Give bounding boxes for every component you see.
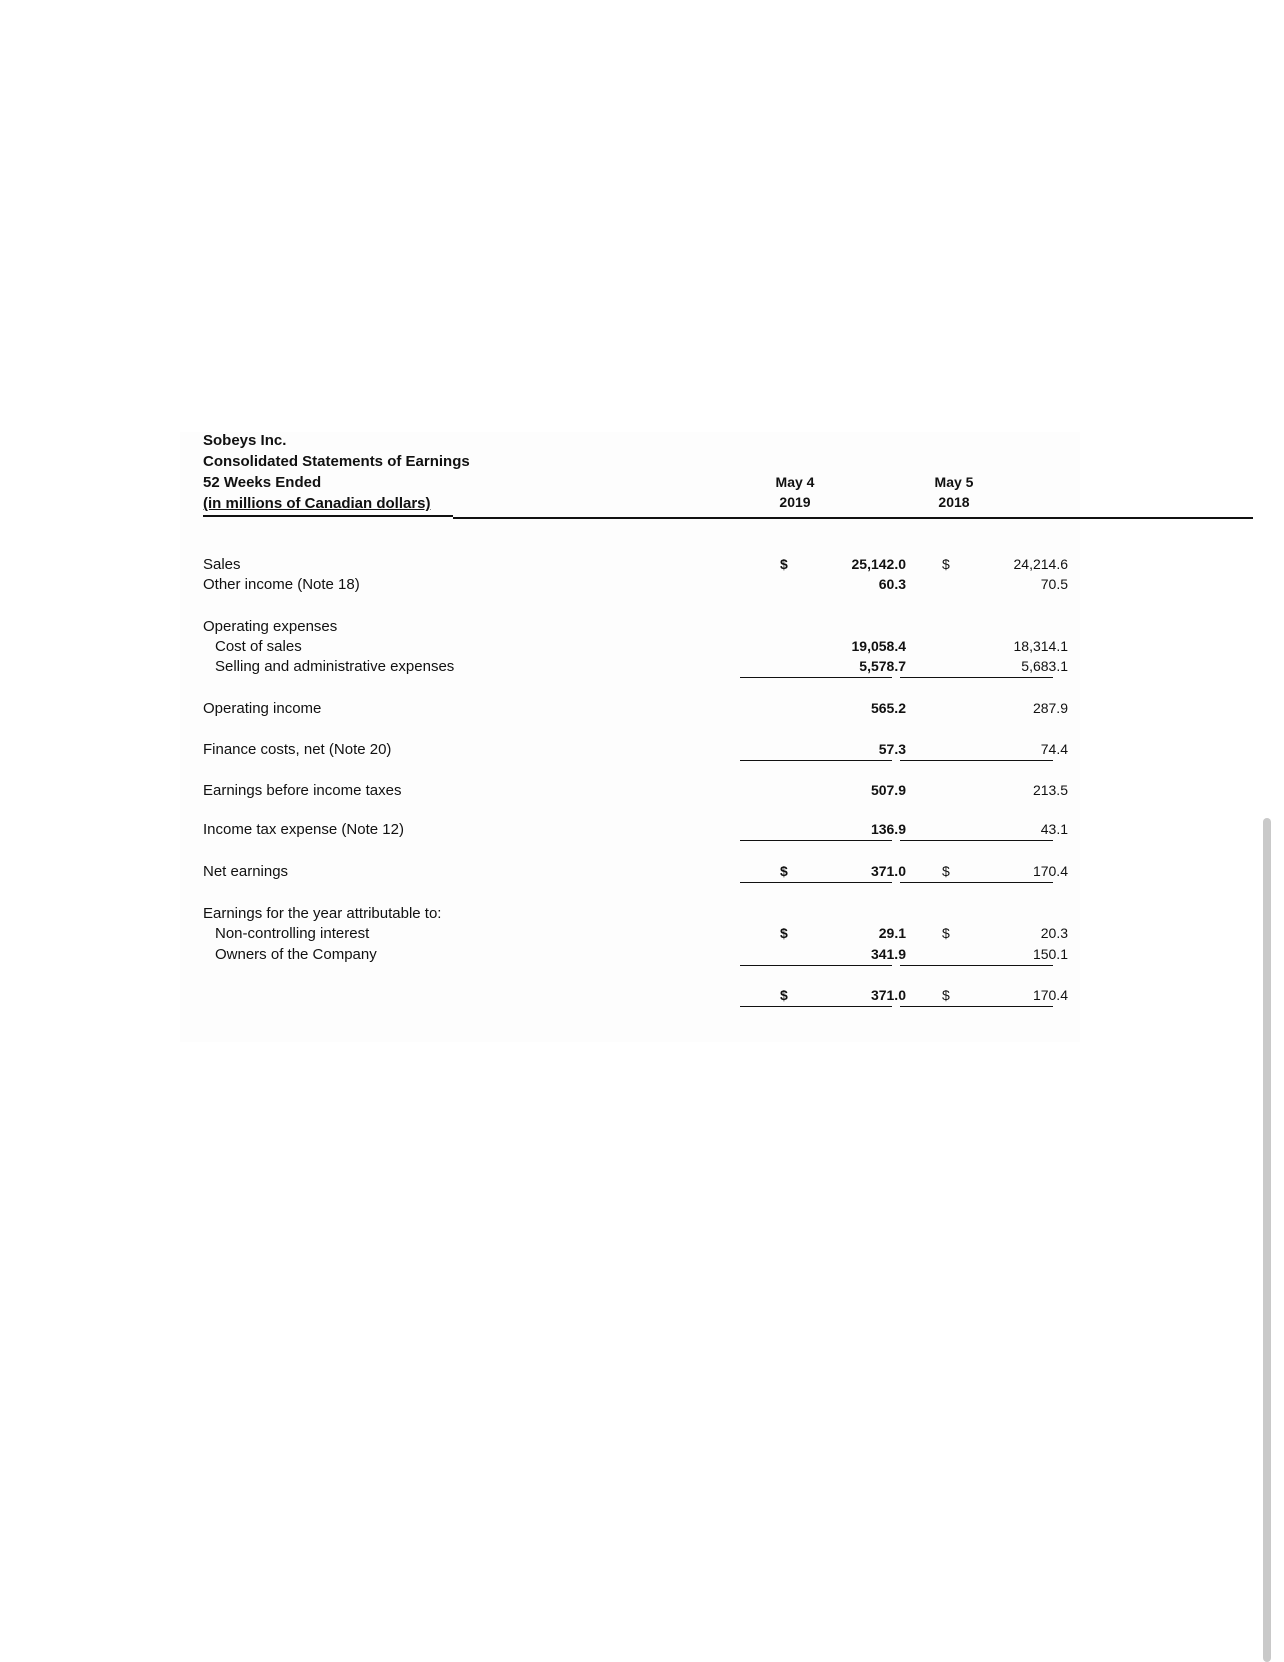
row-label-income-tax: Income tax expense (Note 12)	[203, 821, 404, 838]
value-total-2018: 170.4	[1032, 987, 1068, 1003]
value-operating-income-2019: 565.2	[870, 700, 906, 716]
row-label-net-earnings: Net earnings	[203, 863, 289, 880]
header-underline	[203, 515, 453, 517]
row-label-ebt: Earnings before income taxes	[203, 782, 402, 799]
row-label-attributable: Earnings for the year attributable to:	[203, 905, 442, 922]
subtotal-rule	[900, 677, 1053, 678]
row-label-operating-income: Operating income	[203, 700, 322, 717]
total-rule	[900, 882, 1053, 883]
subtotal-rule	[900, 965, 1053, 966]
total-rule	[740, 1006, 892, 1007]
value-ebt-2019: 507.9	[870, 782, 906, 798]
period-label: 52 Weeks Ended	[203, 474, 322, 491]
currency-symbol: $	[942, 556, 950, 572]
value-income-tax-2018: 43.1	[1040, 821, 1068, 837]
value-owners-2018: 150.1	[1032, 946, 1068, 962]
total-rule	[900, 1006, 1053, 1007]
row-label-operating-expenses: Operating expenses	[203, 618, 338, 635]
subtotal-rule	[900, 760, 1053, 761]
company-name: Sobeys Inc.	[203, 432, 287, 449]
value-operating-income-2018: 287.9	[1032, 700, 1068, 716]
currency-symbol: $	[780, 925, 788, 941]
row-label-non-controlling: Non-controlling interest	[215, 925, 370, 942]
currency-symbol: $	[942, 987, 950, 1003]
header-rule	[453, 517, 1253, 519]
value-net-earnings-2019: 371.0	[870, 863, 906, 879]
value-total-2019: 371.0	[870, 987, 906, 1003]
row-label-finance-costs: Finance costs, net (Note 20)	[203, 741, 392, 758]
currency-symbol: $	[780, 556, 788, 572]
value-sales-2018: 24,214.6	[1013, 556, 1068, 572]
row-label-owners: Owners of the Company	[215, 946, 377, 963]
value-other-income-2018: 70.5	[1040, 576, 1068, 592]
column-header-2019-month: May 4	[775, 474, 815, 490]
statement-title: Consolidated Statements of Earnings	[203, 453, 470, 470]
value-sales-2019: 25,142.0	[851, 556, 906, 572]
subtotal-rule	[740, 677, 892, 678]
subtotal-rule	[740, 840, 892, 841]
column-header-2019-year: 2019	[779, 494, 811, 510]
value-non-controlling-2019: 29.1	[878, 925, 906, 941]
earnings-statement	[180, 432, 1080, 1042]
row-label-sales: Sales	[203, 556, 241, 573]
value-cost-of-sales-2018: 18,314.1	[1013, 638, 1068, 654]
value-net-earnings-2018: 170.4	[1032, 863, 1068, 879]
total-rule	[740, 882, 892, 883]
currency-symbol: $	[780, 987, 788, 1003]
column-header-2018-year: 2018	[938, 494, 970, 510]
value-finance-costs-2018: 74.4	[1040, 741, 1068, 757]
subtotal-rule	[740, 760, 892, 761]
value-ebt-2018: 213.5	[1032, 782, 1068, 798]
value-income-tax-2019: 136.9	[870, 821, 906, 837]
currency-symbol: $	[780, 863, 788, 879]
row-label-cost-of-sales: Cost of sales	[215, 638, 302, 655]
currency-symbol: $	[942, 925, 950, 941]
value-selling-admin-2019: 5,578.7	[859, 658, 906, 674]
row-label-selling-admin: Selling and administrative expenses	[215, 658, 455, 675]
units-label: (in millions of Canadian dollars)	[203, 495, 431, 512]
value-cost-of-sales-2019: 19,058.4	[851, 638, 906, 654]
value-finance-costs-2019: 57.3	[878, 741, 906, 757]
value-owners-2019: 341.9	[870, 946, 906, 962]
column-header-2018-month: May 5	[934, 474, 974, 490]
value-other-income-2019: 60.3	[878, 576, 906, 592]
row-label-other-income: Other income (Note 18)	[203, 576, 360, 593]
value-non-controlling-2018: 20.3	[1040, 925, 1068, 941]
value-selling-admin-2018: 5,683.1	[1021, 658, 1068, 674]
subtotal-rule	[740, 965, 892, 966]
subtotal-rule	[900, 840, 1053, 841]
vertical-scrollbar[interactable]	[1263, 818, 1271, 1662]
currency-symbol: $	[942, 863, 950, 879]
